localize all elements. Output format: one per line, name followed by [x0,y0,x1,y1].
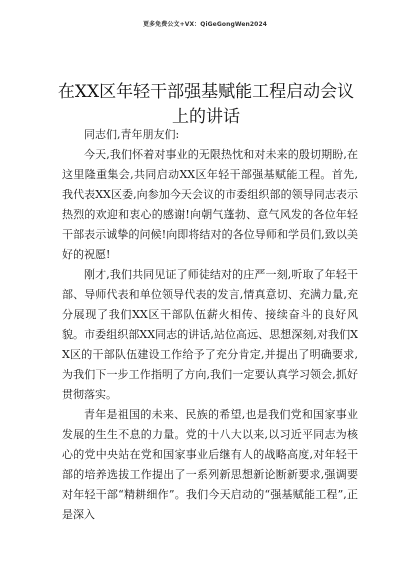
header-note: 更多免费公文+VX：QiGeGongWen2024 [142,21,267,28]
document-title: 在XX区年轻干部强基赋能工程启动会议上的讲话 [57,82,355,127]
salutation: 同志们,青年朋友们: [84,128,180,141]
paragraph-review: 刚才,我们共同见证了师徒结对的庄严一刻,听取了年轻干部、导师代表和单位领导代表的发言,情真意切、充满力量,充分展现了我们XX区干部队伍薪火相传、接续奋斗的良好风貌。市委组织部XX同志的讲话,站位高远、思想深刻,对我们XX区的干部队伍建设工作给予了充分肯定,并提出了明确要求,为我们下一步工作指明了方向,我们一定要认真学习领会,抓好贯彻落实。 [62,268,358,401]
paragraph-opening: 今天,我们怀着对事业的无限热忱和对未来的殷切期盼,在这里隆重集会,共同启动XX区年轻干部强基赋能工程。首先,我代表XX区委,向参加今天会议的市委组织部的领导同志表示热烈的欢迎和衷心的感谢!向朝气蓬勃、意气风发的各位年轻干部表示诚挚的问候!向即将结对的各位导师和学员们,致以美好的祝愿! [62,148,358,261]
paragraph-youth: 青年是祖国的未来、民族的希望,也是我们党和国家事业发展的生生不息的力量。党的十八大以来,以习近平同志为核心的党中央站在党和国家事业后继有人的战略高度,对年轻干部的培养选拔工作提出了一系列新思想新论断新要求,强调要对年轻干部“精耕细作”。我们今天启动的“强基赋能工程”,正是深入 [62,408,358,521]
document-body [62,125,358,525]
